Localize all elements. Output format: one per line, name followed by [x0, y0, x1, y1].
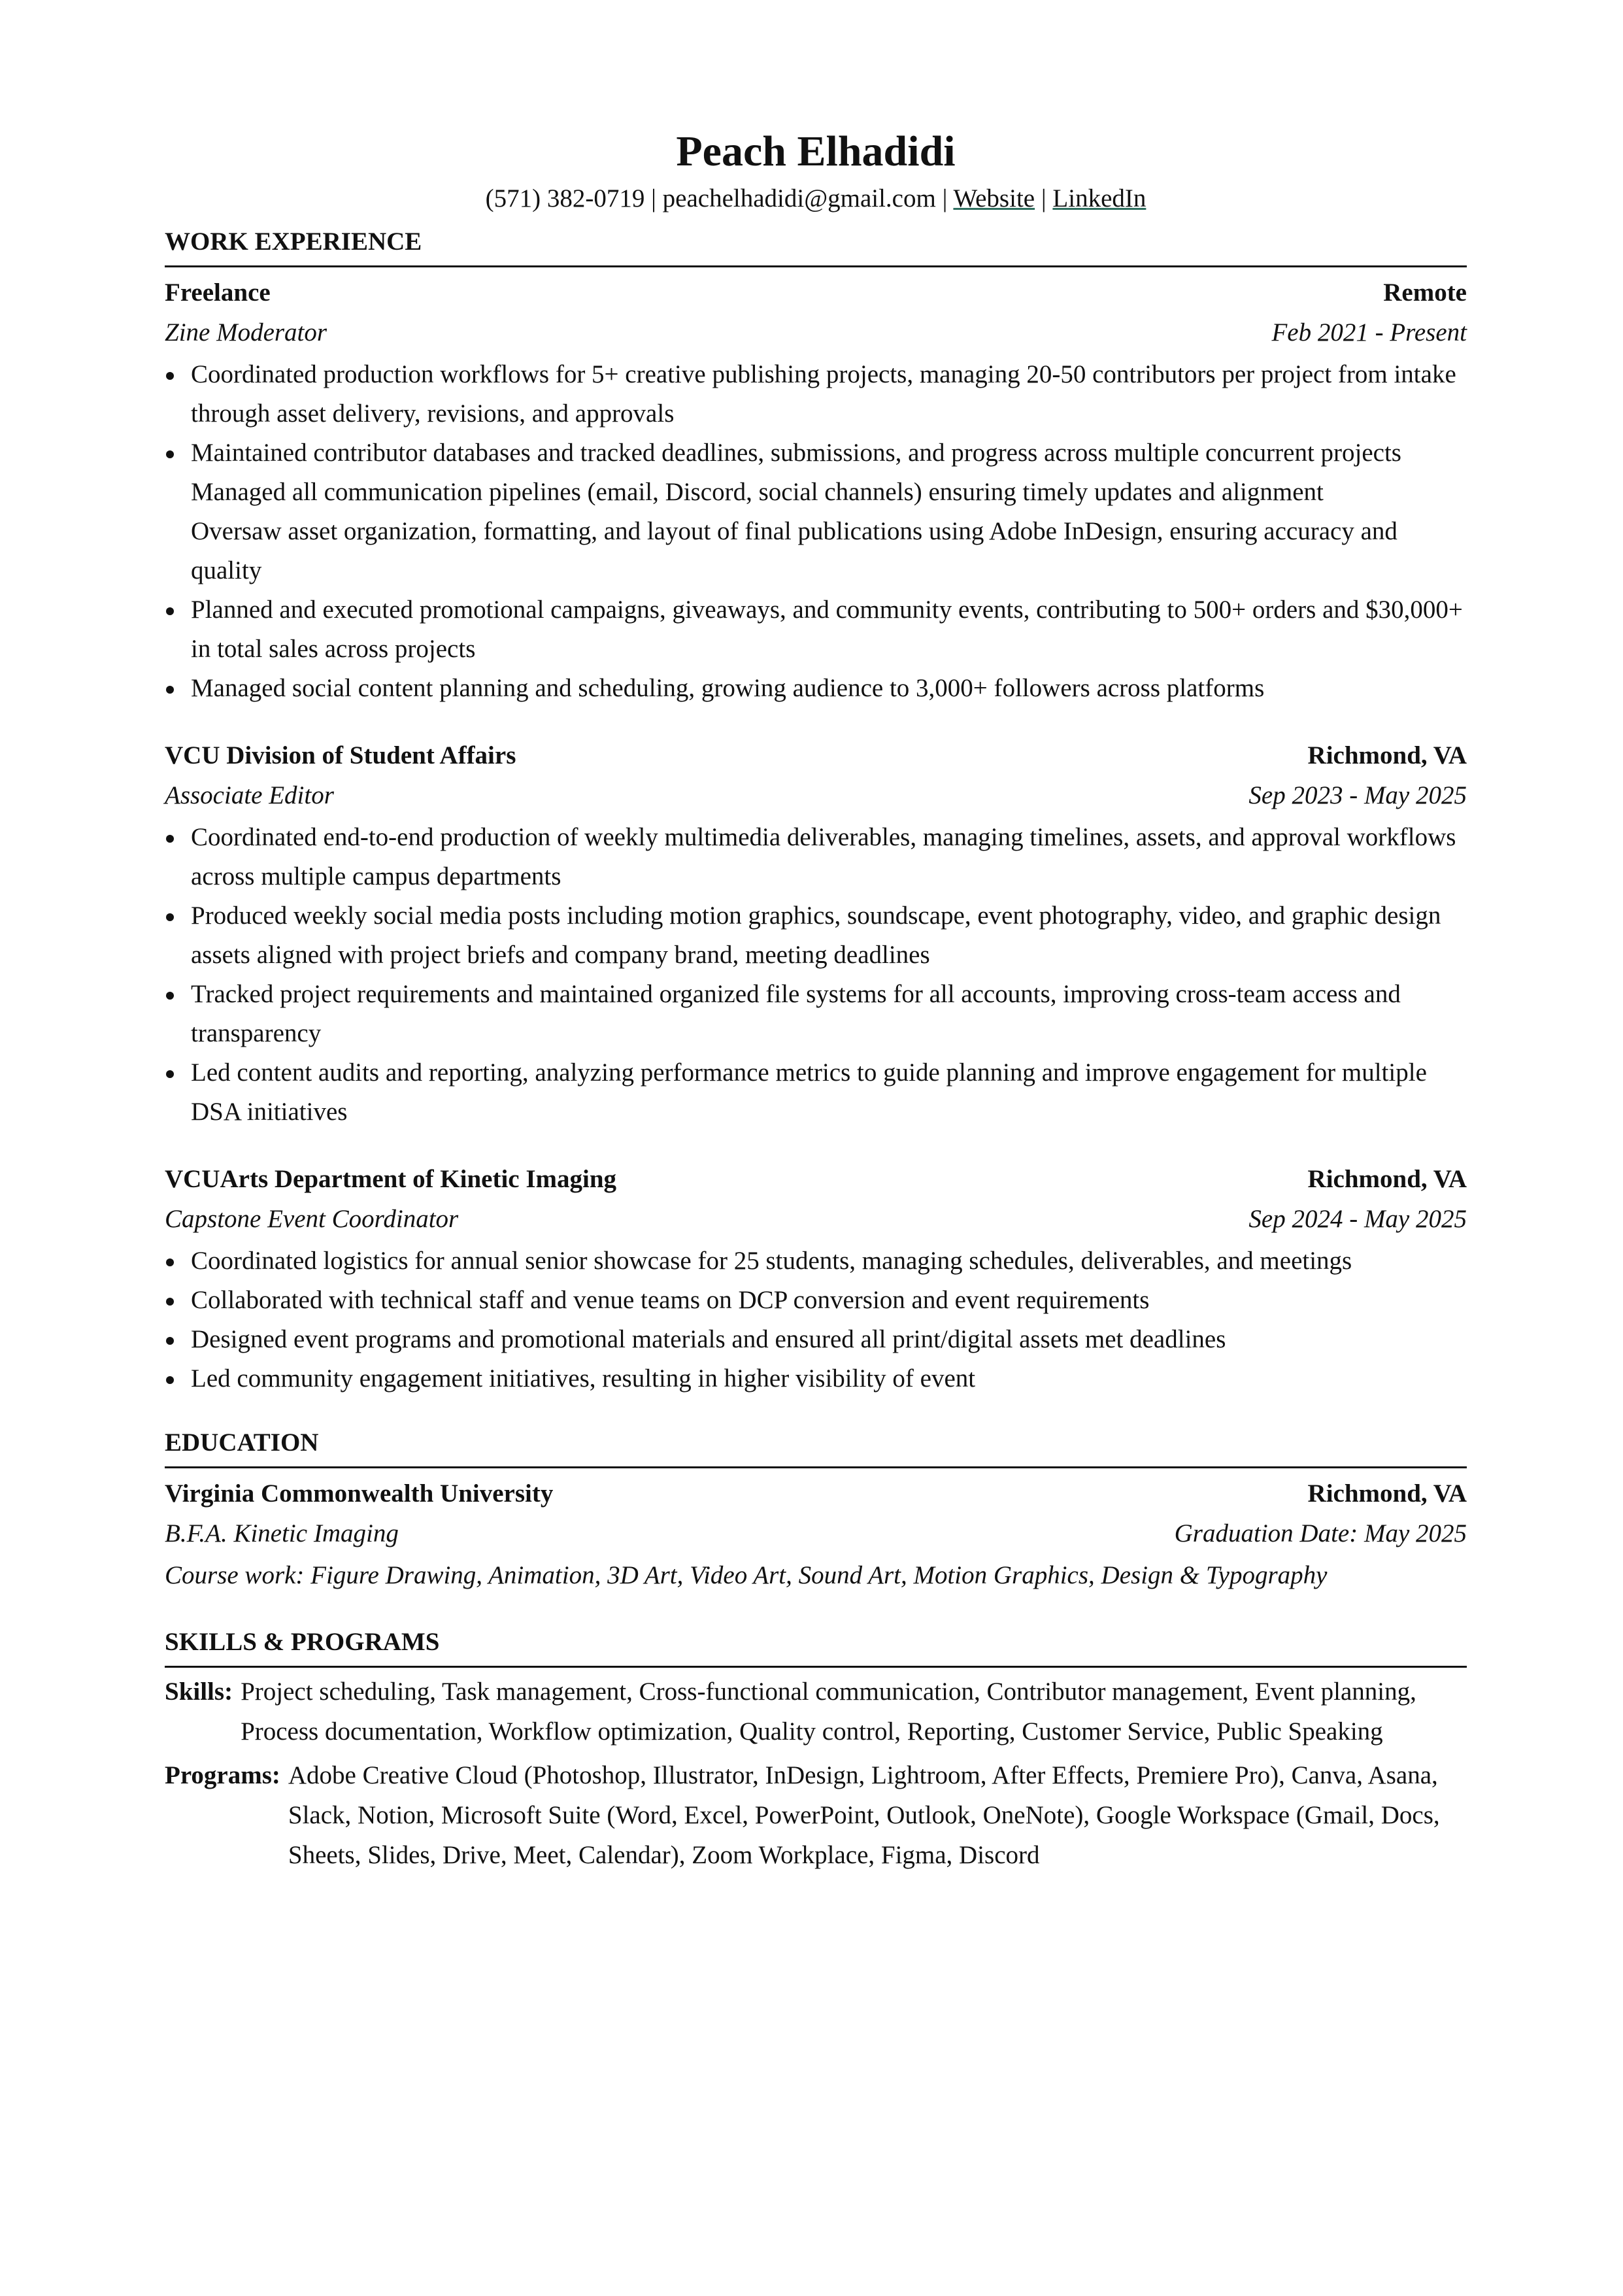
job-dates: Sep 2023 - May 2025: [1248, 781, 1467, 809]
bullet-icon: [166, 1337, 174, 1345]
job-entry-vcuarts: [165, 1159, 1467, 1398]
bullet-text: Coordinated production workflows for 5+ creative publishing projects, managing 20-50 contributors per project from intake through asset delivery, revisions, and approvals: [191, 360, 1456, 428]
job-subheader: [165, 1199, 1467, 1239]
job-role: Zine Moderator: [165, 318, 327, 346]
list-item: [191, 355, 1467, 433]
list-item: [191, 1281, 1467, 1320]
education-entry: [165, 1474, 1467, 1598]
list-item: [191, 433, 1467, 473]
job-header: [165, 273, 1467, 312]
list-item: [191, 818, 1467, 896]
separator: |: [1035, 184, 1053, 212]
separator: |: [935, 184, 954, 212]
list-item: [191, 1320, 1467, 1359]
section-title-work: WORK EXPERIENCE: [165, 225, 1467, 267]
bullet-icon: [166, 1376, 174, 1384]
skills-text: Project scheduling, Task management, Cross-functional communication, Contributor management, Event planning, Process documentation, Workflow optimization, Quality control, Reporting, Customer Service, Public Speaking: [241, 1678, 1416, 1746]
skills-label: Skills:: [165, 1678, 233, 1706]
separator: |: [644, 184, 663, 212]
bullet-icon: [166, 835, 174, 843]
bullet-text: Maintained contributor databases and tracked deadlines, submissions, and progress across multiple concurrent projects: [191, 439, 1401, 467]
programs-text: Adobe Creative Cloud (Photoshop, Illustrator, InDesign, Lightroom, After Effects, Premiere Pro), Canva, Asana, Slack, Notion, Microsoft Suite (Word, Excel, PowerPoint, Outlook, OneNote), Google Workspace (Gmail, Docs, Sheets, Slides, Drive, Meet, Calendar), Zoom Workplace, Figma, Discord: [288, 1761, 1440, 1869]
job-dates: Feb 2021 - Present: [1271, 318, 1467, 346]
list-item: [191, 975, 1467, 1053]
education-subheader: [165, 1513, 1467, 1553]
website-link[interactable]: Website: [953, 184, 1035, 212]
bullet-icon: [166, 372, 174, 380]
job-header: [165, 1159, 1467, 1199]
list-item: [191, 1359, 1467, 1398]
candidate-name: Peach Elhadidi: [676, 127, 956, 175]
section-title-skills: SKILLS & PROGRAMS: [165, 1625, 1467, 1668]
job-location: Remote: [1383, 279, 1467, 307]
bullet-icon: [166, 1070, 174, 1078]
bullet-icon: [166, 450, 174, 458]
bullet-icon: [166, 913, 174, 921]
coursework: Course work: Figure Drawing, Animation, 3D Art, Video Art, Sound Art, Motion Graphics, Design & Typography: [165, 1561, 1328, 1589]
bullet-icon: [166, 607, 174, 615]
bullet-text: Collaborated with technical staff and venue teams on DCP conversion and event requirements: [191, 1286, 1150, 1314]
bullet-text: Coordinated end-to-end production of weekly multimedia deliverables, managing timelines, assets, and approval workflows across multiple campus departments: [191, 823, 1456, 890]
list-item: [191, 590, 1467, 669]
job-header: [165, 735, 1467, 775]
bullet-text: Managed all communication pipelines (email, Discord, social channels) ensuring timely updates and alignment: [191, 478, 1324, 506]
email-address: peachelhadidi@gmail.com: [662, 184, 936, 212]
bullet-text: Led content audits and reporting, analyzing performance metrics to guide planning and improve engagement for multiple DSA initiatives: [191, 1058, 1427, 1126]
school-name: Virginia Commonwealth University: [165, 1479, 554, 1508]
resume-page: [165, 124, 1467, 1875]
job-location: Richmond, VA: [1307, 1165, 1467, 1193]
job-entry-freelance: [165, 273, 1467, 708]
job-organization: VCU Division of Student Affairs: [165, 741, 516, 769]
job-role: Capstone Event Coordinator: [165, 1205, 459, 1233]
bullet-text: Produced weekly social media posts including motion graphics, soundscape, event photography, video, and graphic design assets aligned with project briefs and company brand, meeting deadlines: [191, 902, 1441, 969]
job-bullets: [165, 355, 1467, 708]
contact-line: [165, 180, 1467, 217]
education-header: [165, 1474, 1467, 1513]
list-item: [191, 896, 1467, 975]
bullet-text: Oversaw asset organization, formatting, and layout of final publications using Adobe InDesign, ensuring accuracy and quality: [191, 517, 1397, 584]
bullet-icon: [166, 1258, 174, 1266]
job-organization: Freelance: [165, 279, 271, 307]
bullet-text: Coordinated logistics for annual senior showcase for 25 students, managing schedules, deliverables, and meetings: [191, 1247, 1352, 1275]
bullet-text: Designed event programs and promotional materials and ensured all print/digital assets met deadlines: [191, 1325, 1226, 1353]
skills-row: [165, 1672, 1467, 1751]
job-role: Associate Editor: [165, 781, 334, 809]
job-subheader: [165, 312, 1467, 352]
bullet-icon: [166, 992, 174, 1000]
bullet-text: Managed social content planning and scheduling, growing audience to 3,000+ followers across platforms: [191, 674, 1265, 702]
list-item: [191, 473, 1467, 512]
list-item: [191, 512, 1467, 590]
bullet-text: Tracked project requirements and maintained organized file systems for all accounts, improving cross-team access and transparency: [191, 980, 1401, 1047]
bullet-icon: [166, 686, 174, 694]
school-location: Richmond, VA: [1307, 1479, 1467, 1508]
job-dates: Sep 2024 - May 2025: [1248, 1205, 1467, 1233]
job-entry-vcu-dsa: [165, 735, 1467, 1132]
linkedin-link[interactable]: LinkedIn: [1052, 184, 1146, 212]
bullet-text: Planned and executed promotional campaigns, giveaways, and community events, contributing to 500+ orders and $30,000+ in total sales across projects: [191, 596, 1463, 663]
section-title-education: EDUCATION: [165, 1426, 1467, 1468]
degree: B.F.A. Kinetic Imaging: [165, 1519, 399, 1547]
bullet-icon: [166, 1298, 174, 1306]
list-item: [191, 1053, 1467, 1132]
list-item: [191, 669, 1467, 708]
job-location: Richmond, VA: [1307, 741, 1467, 769]
list-item: [191, 1241, 1467, 1281]
programs-label: Programs:: [165, 1761, 280, 1789]
programs-row: [165, 1755, 1467, 1875]
graduation-date: Graduation Date: May 2025: [1174, 1519, 1467, 1547]
phone-number: (571) 382-0719: [485, 184, 645, 212]
job-subheader: [165, 775, 1467, 815]
bullet-text: Led community engagement initiatives, resulting in higher visibility of event: [191, 1364, 976, 1393]
job-organization: VCUArts Department of Kinetic Imaging: [165, 1165, 617, 1193]
job-bullets: [165, 1241, 1467, 1398]
job-bullets: [165, 818, 1467, 1132]
